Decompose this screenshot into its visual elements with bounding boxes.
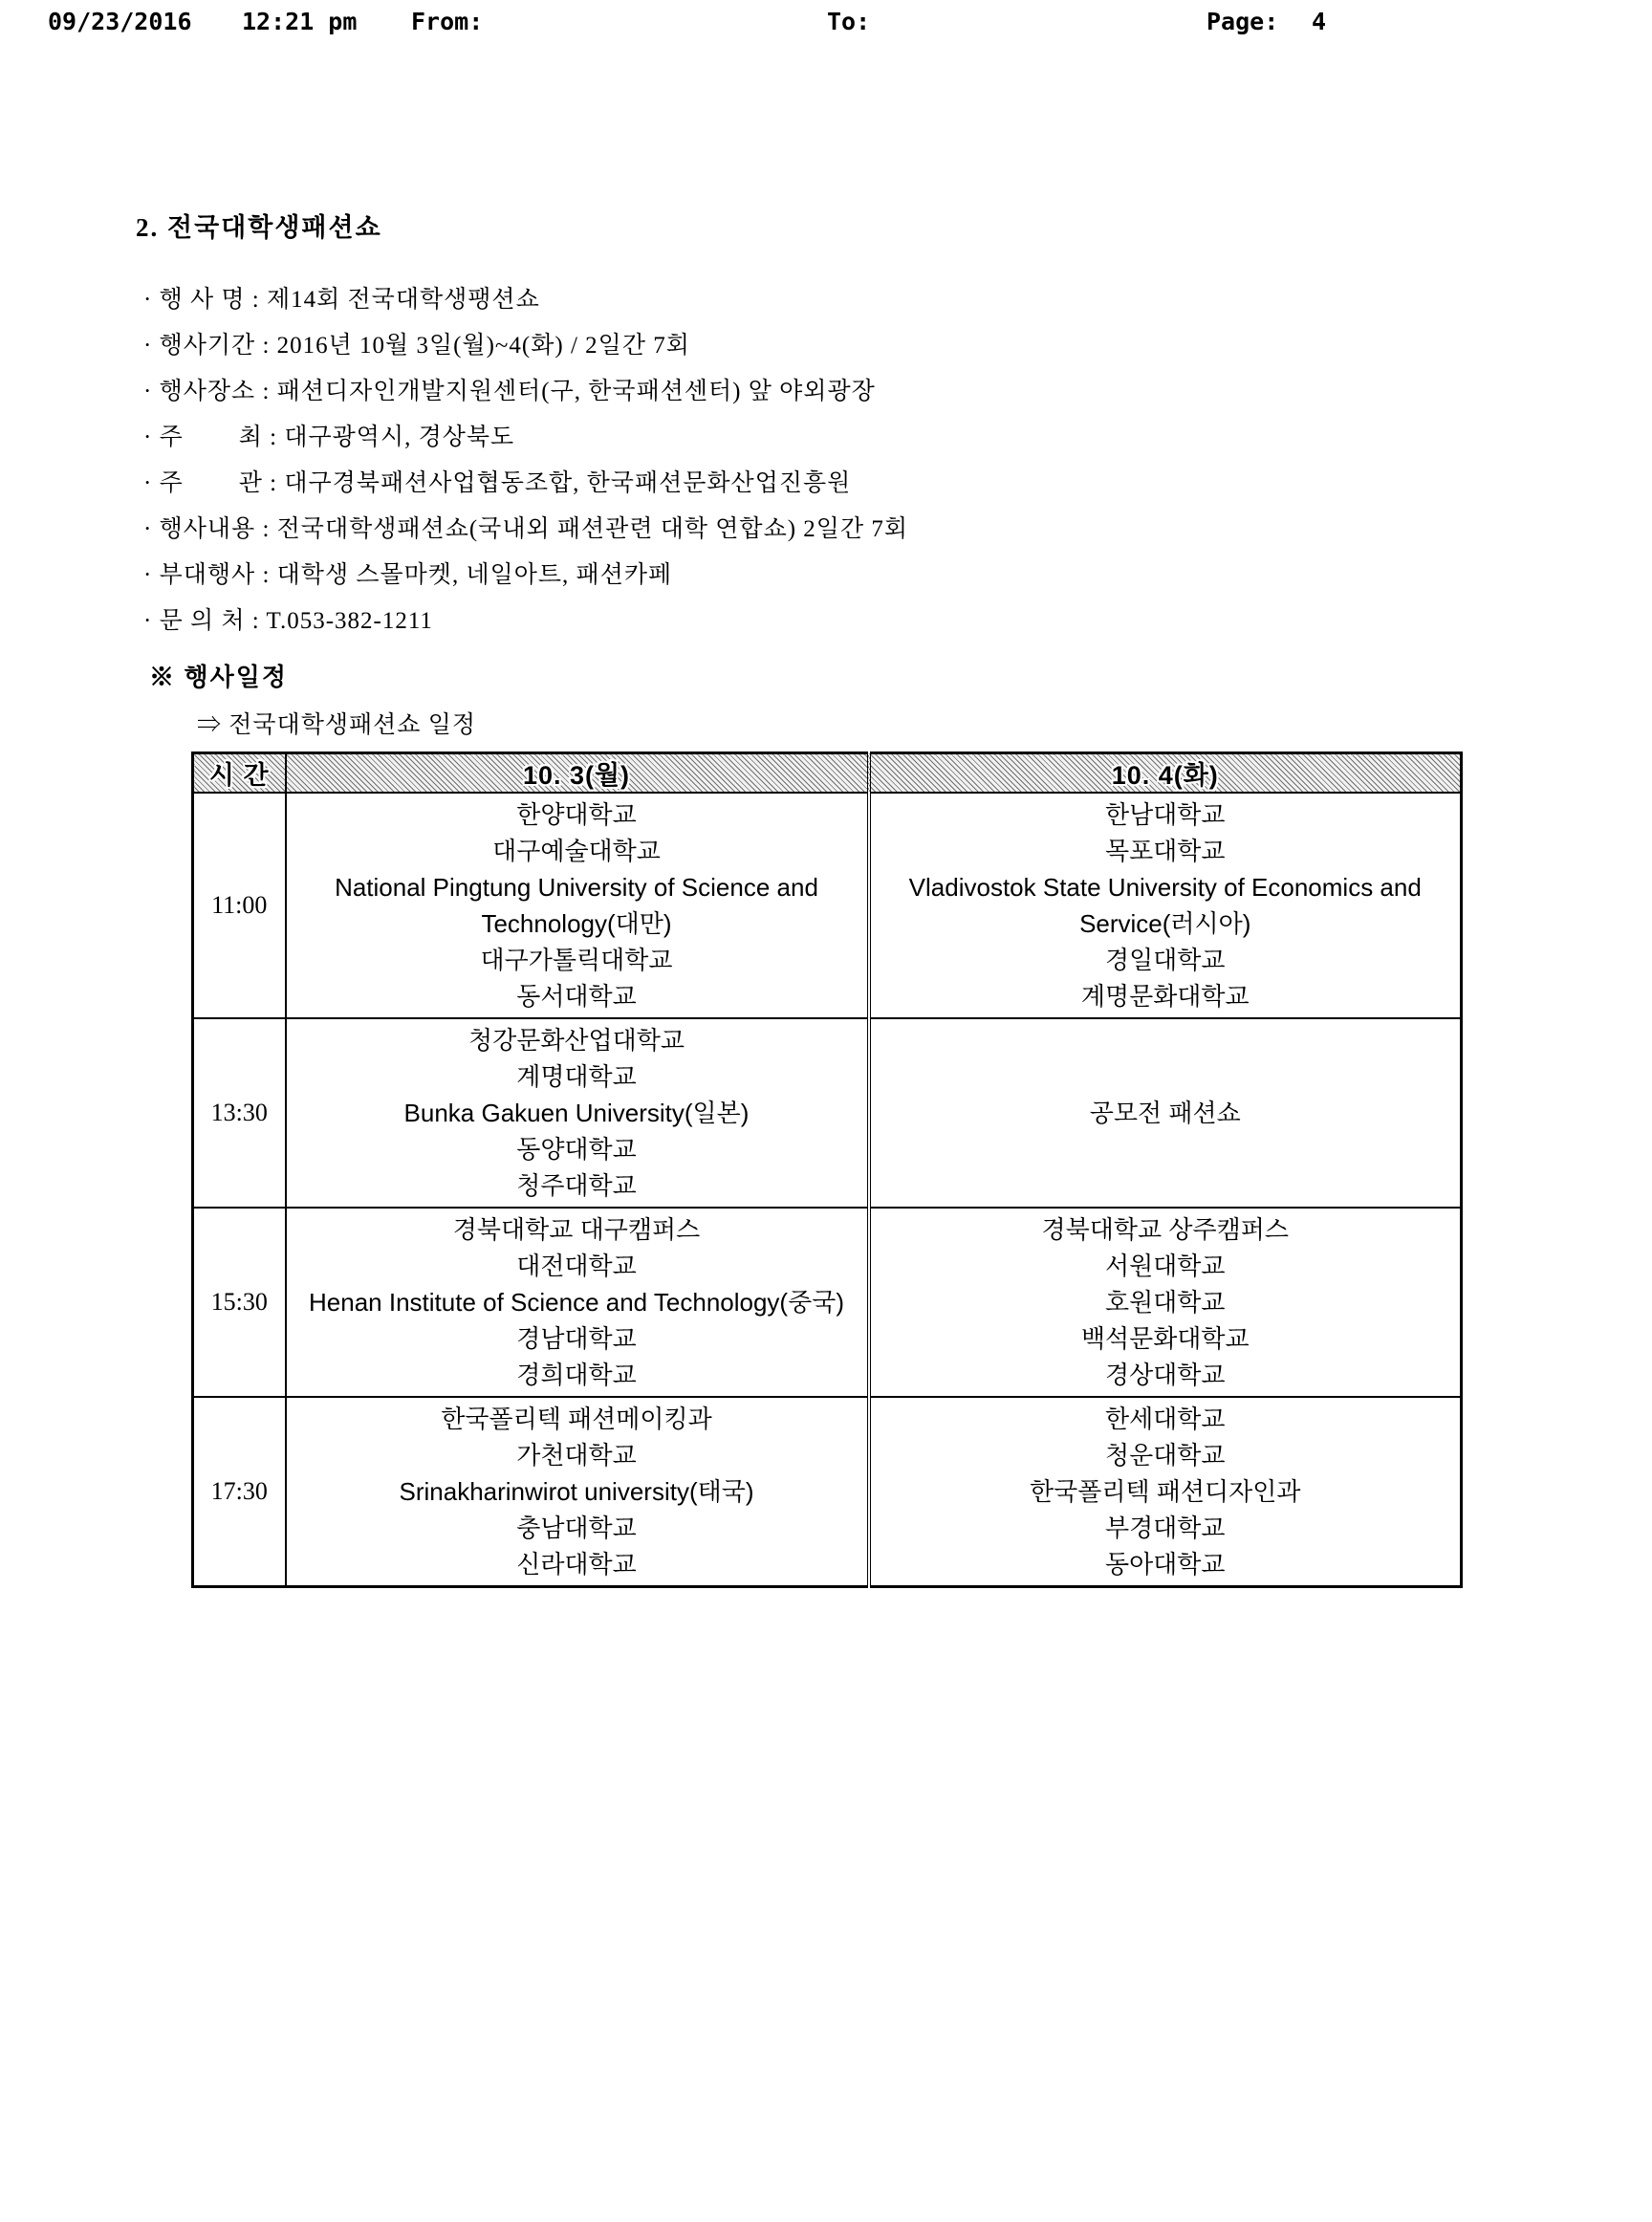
schedule-time: 17:30	[193, 1397, 286, 1587]
university-entry: 대전대학교	[516, 1252, 637, 1280]
detail-line	[143, 415, 1530, 461]
university-entry: 한국폴리텍 패션메이킹과	[441, 1405, 712, 1433]
detail-line	[143, 323, 1530, 369]
university-entry: 청주대학교	[516, 1171, 637, 1200]
detail-value: 전국대학생패션쇼(국내외 패션관련 대학 연합쇼) 2일간 7회	[276, 516, 908, 542]
university-entry: 신라대학교	[516, 1550, 637, 1579]
fax-time: 12:21 pm	[242, 8, 358, 35]
university-entry: National Pingtung University of Science and Technology(대만)	[335, 873, 818, 938]
header-day2: 10. 4(화)	[869, 753, 1462, 794]
detail-separator: :	[262, 425, 285, 450]
fax-date: 09/23/2016	[48, 8, 192, 35]
schedule-cell-day2	[869, 1208, 1462, 1397]
university-entry: 호원대학교	[1104, 1288, 1226, 1317]
detail-line	[143, 553, 1530, 599]
university-entry: 백석문화대학교	[1080, 1324, 1250, 1353]
university-entry: 경남대학교	[516, 1324, 637, 1353]
schedule-row	[193, 793, 1462, 1018]
university-entry: 경북대학교 상주캠퍼스	[1041, 1215, 1289, 1244]
detail-label: 행사기간	[159, 333, 256, 359]
detail-separator: :	[245, 287, 267, 313]
schedule-cell-day2	[869, 1018, 1462, 1208]
university-entry: 한남대학교	[1104, 800, 1226, 829]
schedule-subheading: ⇒ 전국대학생패션쇼 일정	[197, 712, 477, 738]
detail-bullet: ·	[143, 287, 153, 313]
detail-value: 제14회 전국대학생팽션쇼	[266, 287, 540, 313]
detail-line	[143, 507, 1530, 553]
detail-bullet: ·	[143, 608, 153, 634]
university-entry: 공모전 패션쇼	[1089, 1099, 1241, 1127]
university-entry: 경북대학교 대구캠퍼스	[452, 1215, 701, 1244]
detail-bullet: ·	[143, 425, 153, 450]
university-entry: 경일대학교	[1104, 946, 1226, 974]
university-entry: 청강문화산업대학교	[467, 1026, 685, 1055]
detail-line	[143, 461, 1530, 507]
detail-value: 2016년 10월 3일(월)~4(화) / 2일간 7회	[276, 333, 690, 359]
schedule-row	[193, 1208, 1462, 1397]
university-entry: 계명대학교	[516, 1062, 637, 1091]
schedule-table	[191, 752, 1463, 1588]
schedule-cell-day1	[286, 1208, 869, 1397]
detail-separator: :	[262, 470, 285, 496]
fax-to-label: To:	[827, 8, 871, 35]
university-entry: 동아대학교	[1104, 1550, 1226, 1579]
university-entry: 동양대학교	[516, 1135, 637, 1164]
schedule-cell-day1	[286, 1397, 869, 1587]
university-entry: 동서대학교	[516, 982, 637, 1011]
detail-label: 행 사 명	[159, 287, 246, 313]
detail-value: 대구경북패션사업협동조합, 한국패션문화산업진흥원	[284, 470, 852, 496]
header-day1: 10. 3(월)	[286, 753, 869, 794]
detail-bullet: ·	[143, 516, 153, 542]
fax-page-number: 4	[1312, 8, 1327, 35]
detail-label: 행사장소	[159, 379, 256, 404]
detail-label: 문 의 처	[159, 608, 246, 634]
section-title: 2. 전국대학생패션쇼	[136, 213, 382, 242]
university-entry: 부경대학교	[1104, 1514, 1226, 1542]
university-entry: 청운대학교	[1104, 1441, 1226, 1470]
schedule-row	[193, 1018, 1462, 1208]
detail-separator: :	[255, 562, 277, 588]
detail-value: 대학생 스몰마켓, 네일아트, 패션카페	[276, 562, 673, 588]
schedule-cell-day1	[286, 793, 869, 1018]
schedule-cell-day1	[286, 1018, 869, 1208]
university-entry: 한세대학교	[1104, 1405, 1226, 1433]
university-entry: 가천대학교	[516, 1441, 637, 1470]
university-entry: Bunka Gakuen University(일본)	[403, 1099, 750, 1127]
fax-header	[0, 8, 1652, 40]
event-details-list	[143, 277, 1530, 644]
university-entry: 대구가톨릭대학교	[480, 946, 673, 974]
schedule-cell-day2	[869, 1397, 1462, 1587]
schedule-cell-day2	[869, 793, 1462, 1018]
detail-label: 부대행사	[159, 562, 256, 588]
detail-separator: :	[245, 608, 267, 634]
university-entry: 대구예술대학교	[492, 837, 661, 865]
university-entry: 경희대학교	[516, 1361, 637, 1389]
detail-separator: :	[255, 379, 277, 404]
detail-label: 주 관	[159, 470, 263, 496]
detail-bullet: ·	[143, 470, 153, 496]
university-entry: 목포대학교	[1104, 837, 1226, 865]
schedule-time: 15:30	[193, 1208, 286, 1397]
detail-separator: :	[255, 333, 277, 359]
university-entry: 서원대학교	[1104, 1252, 1226, 1280]
detail-label: 주 최	[159, 425, 263, 450]
university-entry: 경상대학교	[1104, 1361, 1226, 1389]
schedule-table-body	[193, 793, 1462, 1587]
detail-value: T.053-382-1211	[266, 608, 433, 634]
university-entry: 계명문화대학교	[1080, 982, 1250, 1011]
detail-line	[143, 599, 1530, 644]
fax-page-label: Page:	[1206, 8, 1279, 35]
detail-line	[143, 277, 1530, 323]
detail-bullet: ·	[143, 379, 153, 404]
university-entry: Henan Institute of Science and Technology(중국)	[309, 1288, 844, 1317]
schedule-time: 11:00	[193, 793, 286, 1018]
schedule-heading: ※ 행사일정	[149, 664, 288, 691]
university-entry: Vladivostok State University of Economics and Service(러시아)	[908, 873, 1422, 938]
detail-line	[143, 369, 1530, 415]
schedule-time: 13:30	[193, 1018, 286, 1208]
detail-separator: :	[255, 516, 277, 542]
university-entry: 한국폴리텍 패션디자인과	[1030, 1477, 1301, 1506]
detail-label: 행사내용	[159, 516, 256, 542]
fax-from-label: From:	[411, 8, 484, 35]
university-entry: 한양대학교	[516, 800, 637, 829]
detail-value: 패션디자인개발지원센터(구, 한국패션센터) 앞 야외광장	[276, 379, 876, 404]
university-entry: Srinakharinwirot university(태국)	[399, 1477, 754, 1506]
university-entry: 충남대학교	[516, 1514, 637, 1542]
detail-bullet: ·	[143, 562, 153, 588]
detail-bullet: ·	[143, 333, 153, 359]
header-time: 시 간	[193, 753, 286, 794]
schedule-row	[193, 1397, 1462, 1587]
detail-value: 대구광역시, 경상북도	[284, 425, 515, 450]
schedule-table-header	[193, 753, 1462, 794]
